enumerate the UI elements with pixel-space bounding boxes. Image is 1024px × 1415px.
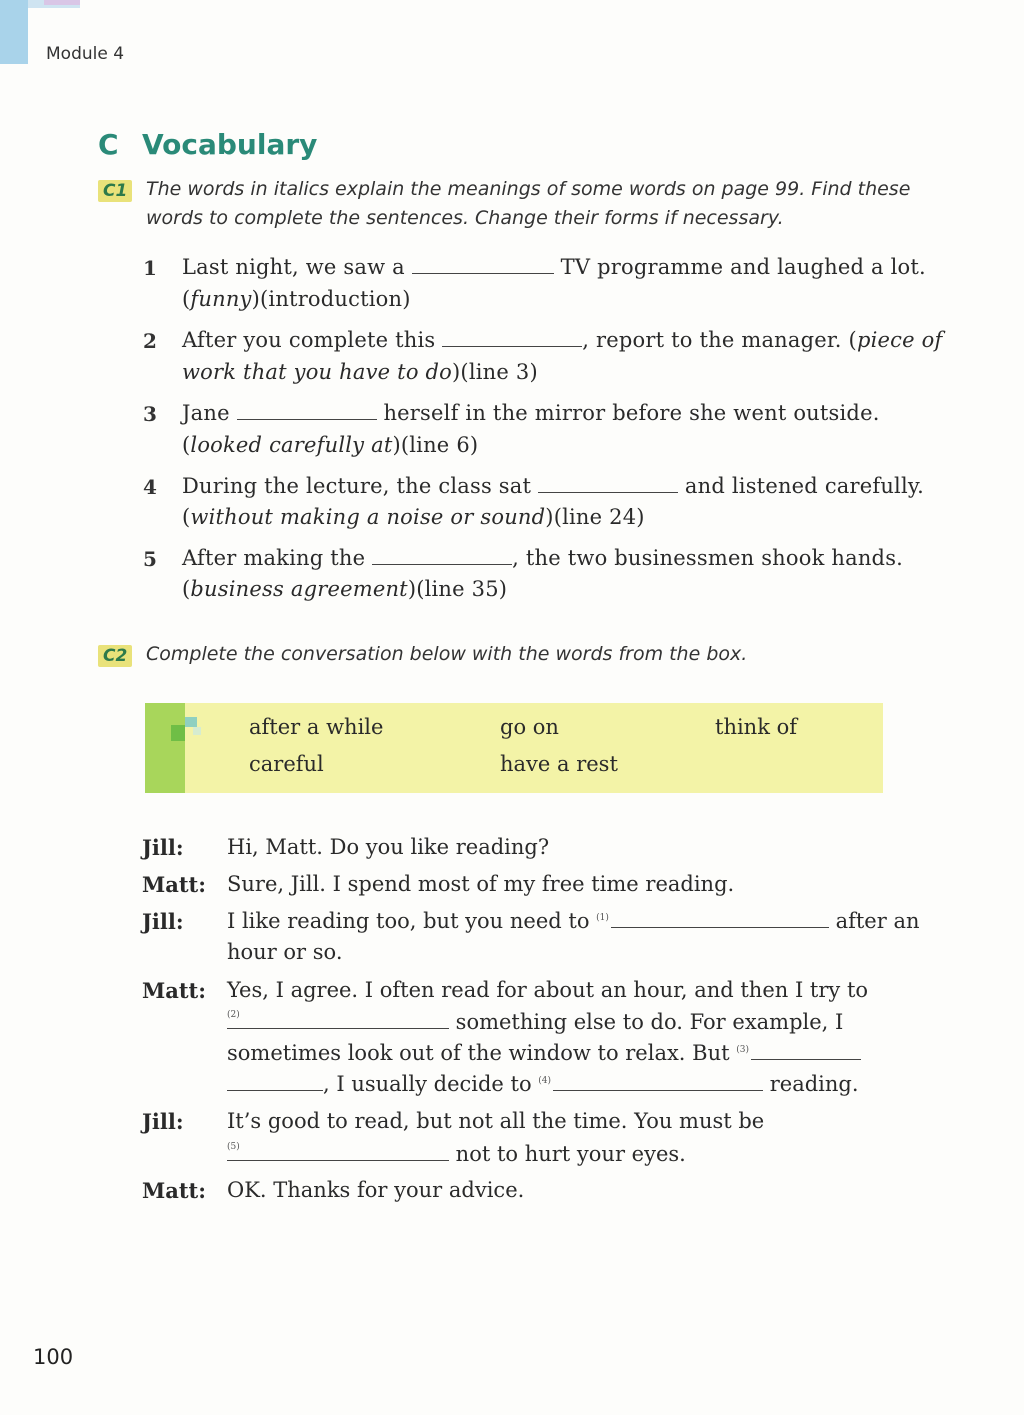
item-5-hint: (business agreement)(line 35) [182, 577, 508, 601]
item-3-sentence: Jane herself in the mirror before she went outside. [182, 401, 880, 425]
item-4-sentence: During the lecture, the class sat and listened carefully. [182, 474, 925, 498]
speaker-name: Matt: [142, 978, 207, 1003]
blank-marker: (1) [596, 913, 609, 923]
blank-marker: (4) [538, 1076, 552, 1086]
dialogue-line: Hi, Matt. Do you like reading? [227, 835, 550, 859]
item-1-sentence: Last night, we saw a TV programme and laughed a lot. [182, 255, 926, 279]
blank-marker: (2) [227, 1010, 240, 1020]
answer-blank[interactable] [611, 913, 829, 928]
word-option: think of [715, 715, 798, 739]
speaker-name: Jill: [142, 909, 184, 934]
dialogue-line: sometimes look out of the window to relax. But $^{(3)}$ [227, 1041, 861, 1065]
exercise-badge-c1: C1 [98, 180, 132, 202]
word-option: go on [500, 715, 559, 739]
item-number: 5 [143, 547, 157, 571]
word-option: after a while [249, 715, 384, 739]
item-3-hint: (looked carefully at)(line 6) [182, 433, 479, 457]
corner-decoration [0, 0, 28, 64]
blank-marker: (3) [736, 1045, 749, 1055]
blank-marker: (5) [227, 1142, 240, 1152]
c1-instruction-line-2: words to complete the sentences. Change their forms if necessary. [146, 207, 784, 229]
item-4-hint: (without making a noise or sound)(line 24) [182, 505, 645, 529]
section-heading: Vocabulary [142, 128, 318, 161]
word-box-stripe [145, 703, 185, 793]
dialogue-line: I like reading too, but you need to $^{(1)}$ after an [227, 909, 920, 933]
item-1-hint: (funny)(introduction) [182, 287, 411, 311]
item-number: 1 [143, 256, 157, 280]
item-number: 3 [143, 402, 157, 426]
speaker-name: Jill: [142, 1109, 184, 1134]
item-number: 4 [143, 475, 157, 499]
dialogue-line: It’s good to read, but not all the time. You must be [227, 1109, 765, 1133]
dialogue-line: not to hurt your eyes. [227, 1142, 686, 1166]
dialogue-line: hour or so. [227, 940, 343, 964]
answer-blank[interactable] [538, 478, 678, 493]
speaker-name: Matt: [142, 872, 207, 897]
section-title [98, 128, 317, 161]
item-2-hint: work that you have to do)(line 3) [182, 360, 538, 384]
dialogue-line: , I usually decide to $^{(4)}$ reading. [227, 1072, 859, 1096]
answer-blank[interactable] [227, 1146, 449, 1161]
answer-blank[interactable] [442, 332, 582, 347]
speaker-name: Jill: [142, 835, 184, 860]
item-5-sentence: After making the , the two businessmen shook hands. [182, 546, 904, 570]
dialogue-line: Yes, I agree. I often read for about an hour, and then I try to [227, 978, 869, 1002]
speaker-name: Matt: [142, 1178, 207, 1203]
answer-blank[interactable] [237, 405, 377, 420]
decor-square [185, 717, 197, 727]
decor-square [171, 725, 185, 741]
exercise-badge-c2: C2 [98, 645, 132, 667]
dialogue-line: Sure, Jill. I spend most of my free time reading. [227, 872, 735, 896]
page-number: 100 [33, 1345, 74, 1369]
answer-blank[interactable] [412, 259, 554, 274]
answer-blank[interactable] [751, 1045, 861, 1060]
answer-blank[interactable] [372, 550, 512, 565]
word-option: careful [249, 752, 324, 776]
word-box [145, 703, 883, 793]
answer-blank[interactable] [227, 1014, 449, 1029]
module-label: Module 4 [46, 44, 125, 64]
c1-instruction-line-1: The words in italics explain the meanings of some words on page 99. Find these [146, 178, 911, 200]
section-letter: C [98, 128, 119, 161]
c2-instruction: Complete the conversation below with the words from the box. [146, 643, 748, 665]
answer-blank[interactable] [553, 1076, 763, 1091]
corner-decoration [44, 0, 80, 5]
word-option: have a rest [500, 752, 618, 776]
item-number: 2 [143, 329, 157, 353]
answer-blank-continued[interactable] [227, 1076, 323, 1091]
decor-square [193, 727, 201, 735]
dialogue-line: something else to do. For example, I [227, 1010, 843, 1034]
dialogue-line: OK. Thanks for your advice. [227, 1178, 525, 1202]
item-2-sentence: After you complete this , report to the manager. (piece of [182, 328, 943, 352]
